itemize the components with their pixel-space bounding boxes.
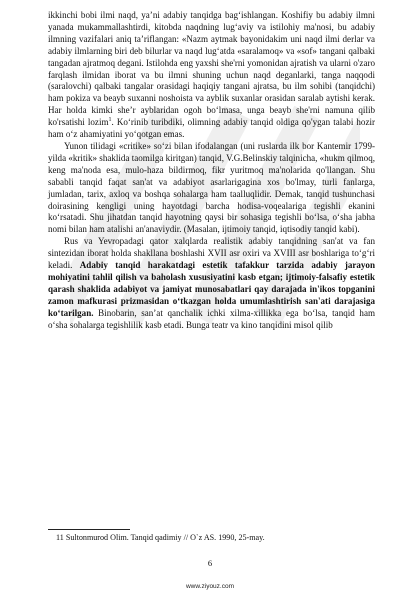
page-number: 6	[207, 558, 213, 568]
footnote-ref: 1	[108, 117, 112, 124]
text-run: ikkinchi bobi ilmi naqd, ya’ni adabiy tanqidga bag‘ishlangan. Koshifiy bu adabiy ilmni yanada mukammallashtirdi, kitobda naqdning lug‘aviy va istilohiy ma'nosi, bu adabiy ilmning vazifalari aniq ta’riflangan: «Nazm aytmak bayonidakim uni naqd ilmi derlar va adabiy ilmlarning biri deb bilurlar va naqd lug‘atda «saralamoq» va «sof» tangani qalbaki tangadan ajratmoq degani. Istilohda eng yaxshi she'rni yomonidan ajratish va ularni o'zaro farqlash ilmidan iborat va bu ilmni shuning uchun naqd deganlarki, tanga naqqodi (saralovchi) qalbaki tangalar orasidagi haqiqiy tangani ajratsa, bu ilm sohibi (tanqidchi) ham pokiza va beayb suxanni noshoista va ayblik suxanlar orasidan saralab aytishi kerak. Har holda kimki she’r ayblaridan ogoh bo‘lmasa, unga beayb she'rni namuna qilib ko'rsatishi lozim	[48, 10, 375, 128]
paragraph	[48, 141, 375, 236]
footnote-divider	[48, 529, 130, 530]
site-link[interactable]: www.ziyouz.com	[185, 583, 235, 590]
text-run: Binobarin, san’at qanchalik ichki xilma-xillikka ega bo‘lsa, tanqid ham o‘sha sohalarga tegishlilik kasb etadi. Bunga teatr va kino tanqidini misol qilib	[48, 307, 375, 330]
text-run: . Ko‘rinib turibdiki, olimning adabiy tanqid oldiga qo'ygan talabi hozir ham o‘z ahamiyatini yo‘qotgan emas.	[48, 117, 375, 140]
text-run: Yunon tilidagi «critike» so‘zi bilan ifodalangan (uni ruslarda ilk bor Kantemir 1799-yilda «kritik» shaklida taomilga kiritgan) tanqid, V.G.Belinskiy talqinicha, «hukm qilmoq, keng ma'noda esa, mulo-haza bildirmoq, fikr yuritmoq ma'nolarida qo'llangan. Shu sababli tanqid faqat san'at va adabiyot asarlarigagina xos bo'lmay, turli fanlarga, jumladan, tarix, axloq va boshqa sohalarga ham taalluqlidir. Demak, tanqid tushunchasi doirasining kengligi uning hayotdagi barcha hodisa-voqealariga tegishli ekanini ko‘rsatadi. Shu jihatdan tanqid hayotning qaysi bir sohasiga tegishli bo‘lsa, o‘sha jabha nomi bilan ham atalishi an'anaviydir. (Masalan, ijtimoiy tanqid, iqtisodiy tanqid kabi).	[48, 140, 375, 235]
body-text	[48, 10, 375, 331]
bold-text: Adabiy tanqid harakatdagi estetik tafakkur tarzida adabiy jarayon mohiyatini tahlil qilish va baholash xususiyatini kasb etgan; ijtimoiy-falsafiy estetik qarash shaklida adabiyot va jamiyat munosabatlari qay darajada in'ikos topganini zamon mafkurasi prizmasidan o‘tkazgan holda umumlashtirish san'ati darajasiga ko‘tarilgan.	[48, 260, 375, 318]
text-run: Rus va Yevropadagi qator xalqlarda realistik adabiy tanqidning san'at va fan sintezidan iborat holda shakllana boshlashi XVII asr oxiri va XVIII asr boshlariga to‘g‘ri keladi.	[48, 236, 375, 271]
paragraph	[48, 236, 375, 331]
paragraph	[48, 10, 375, 141]
footnote: 11 Sultonmurod Olim. Tanqid qadimiy // O`z AS. 1990, 25-may.	[56, 533, 265, 542]
